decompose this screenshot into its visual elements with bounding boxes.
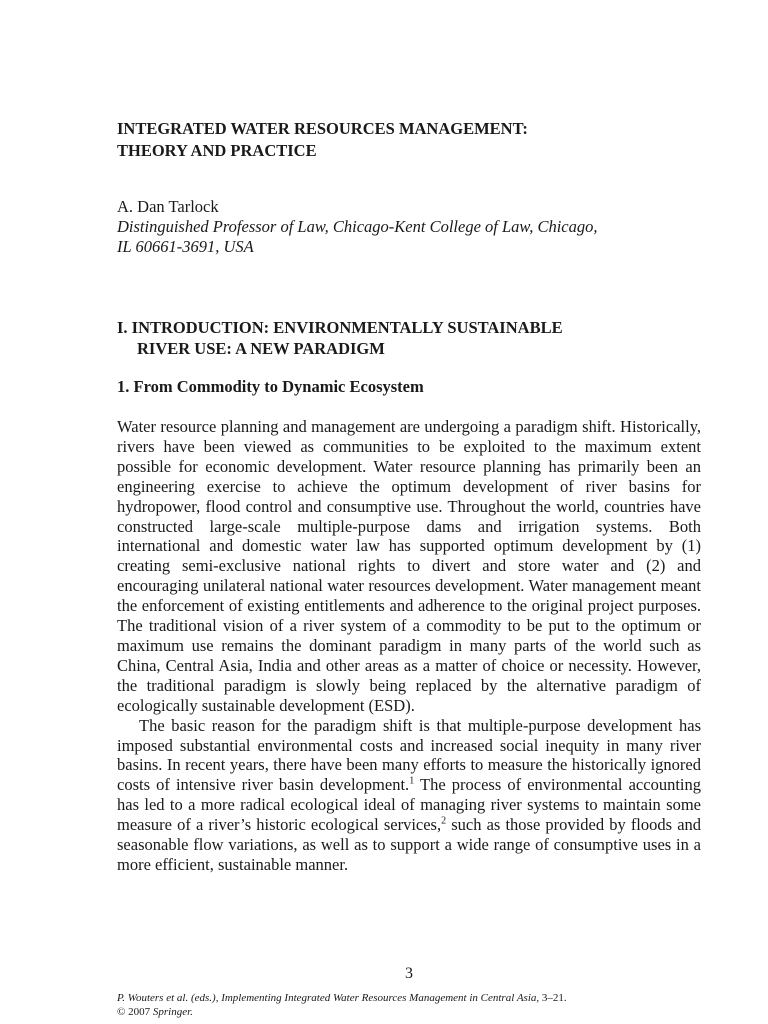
footer-publisher: Springer. bbox=[152, 1006, 193, 1018]
footer-line-2 bbox=[117, 1005, 567, 1019]
author-affiliation bbox=[117, 217, 598, 257]
subsection-heading: 1. From Commodity to Dynamic Ecosystem bbox=[117, 377, 424, 396]
footnote-ref-1[interactable]: 1 bbox=[409, 775, 415, 787]
paper-title bbox=[117, 118, 528, 162]
paragraph-2 bbox=[117, 716, 701, 875]
footer-line-1 bbox=[117, 991, 567, 1005]
footer-pages: 3–21. bbox=[539, 992, 567, 1004]
page-footer bbox=[117, 991, 567, 1019]
paragraph-2-part-2: The process of environmental accounting has led to a more radical ecological ideal of managing river systems to maintain some measure of a river’s historic ecological services, bbox=[117, 775, 702, 835]
section-heading bbox=[117, 317, 563, 359]
footnote-ref-2[interactable]: 2 bbox=[441, 815, 447, 827]
paragraph-2-part-3: such as those provided by floods and seasonable flow variations, as well as to support a wide range of consumptive uses in a more efficient, sustainable manner. bbox=[117, 815, 702, 874]
title-line-2: THEORY AND PRACTICE bbox=[117, 141, 317, 160]
title-line-1: INTEGRATED WATER RESOURCES MANAGEMENT: bbox=[117, 119, 528, 138]
section-heading-line-1: I. INTRODUCTION: ENVIRONMENTALLY SUSTAINABLE bbox=[117, 318, 563, 337]
footer-citation: P. Wouters et al. (eds.), Implementing Integrated Water Resources Management in Central Asia, bbox=[117, 992, 540, 1004]
affiliation-line-2: IL 60661-3691, USA bbox=[117, 237, 254, 256]
section-heading-line-2: RIVER USE: A NEW PARADIGM bbox=[137, 339, 385, 358]
author-name: A. Dan Tarlock bbox=[117, 197, 219, 216]
paragraph-1: Water resource planning and management are undergoing a paradigm shift. Historically, rivers have been viewed as communities to be exploited to the maximum extent possible for economic development. Water resource planning has primarily been an engineering exercise to achieve the optimum development of river basins for hydropower, flood control and consumptive use. Throughout the world, countries have constructed large-scale multiple-purpose dams and irrigation systems. Both international and domestic water law has supported optimum development by (1) creating semi-exclusive national rights to divert and store water and (2) and encouraging unilateral national water resources development. Water management meant the enforcement of existing entitlements and adherence to the original project purposes. The traditional vision of a river system of a commodity to be put to the optimum or maximum use remains the dominant paradigm in many parts of the world such as China, Central Asia, India and other areas as a matter of choice or necessity. However, the traditional paradigm is slowly being replaced by the alternative paradigm of ecologically sustainable development (ESD). bbox=[117, 417, 701, 715]
affiliation-line-1: Distinguished Professor of Law, Chicago-Kent College of Law, Chicago, bbox=[117, 217, 598, 236]
paragraph-2-part-1: The basic reason for the paradigm shift is that multiple-purpose development has imposed substantial environmental costs and increased social inequity in many river basins. In recent years, there have been many efforts to measure the historically ignored costs of intensive river basin development. bbox=[117, 715, 701, 795]
author-block bbox=[117, 197, 598, 257]
footer-copyright: © 2007 bbox=[117, 1006, 153, 1018]
page-number: 3 bbox=[405, 965, 413, 982]
body-text bbox=[117, 417, 701, 875]
